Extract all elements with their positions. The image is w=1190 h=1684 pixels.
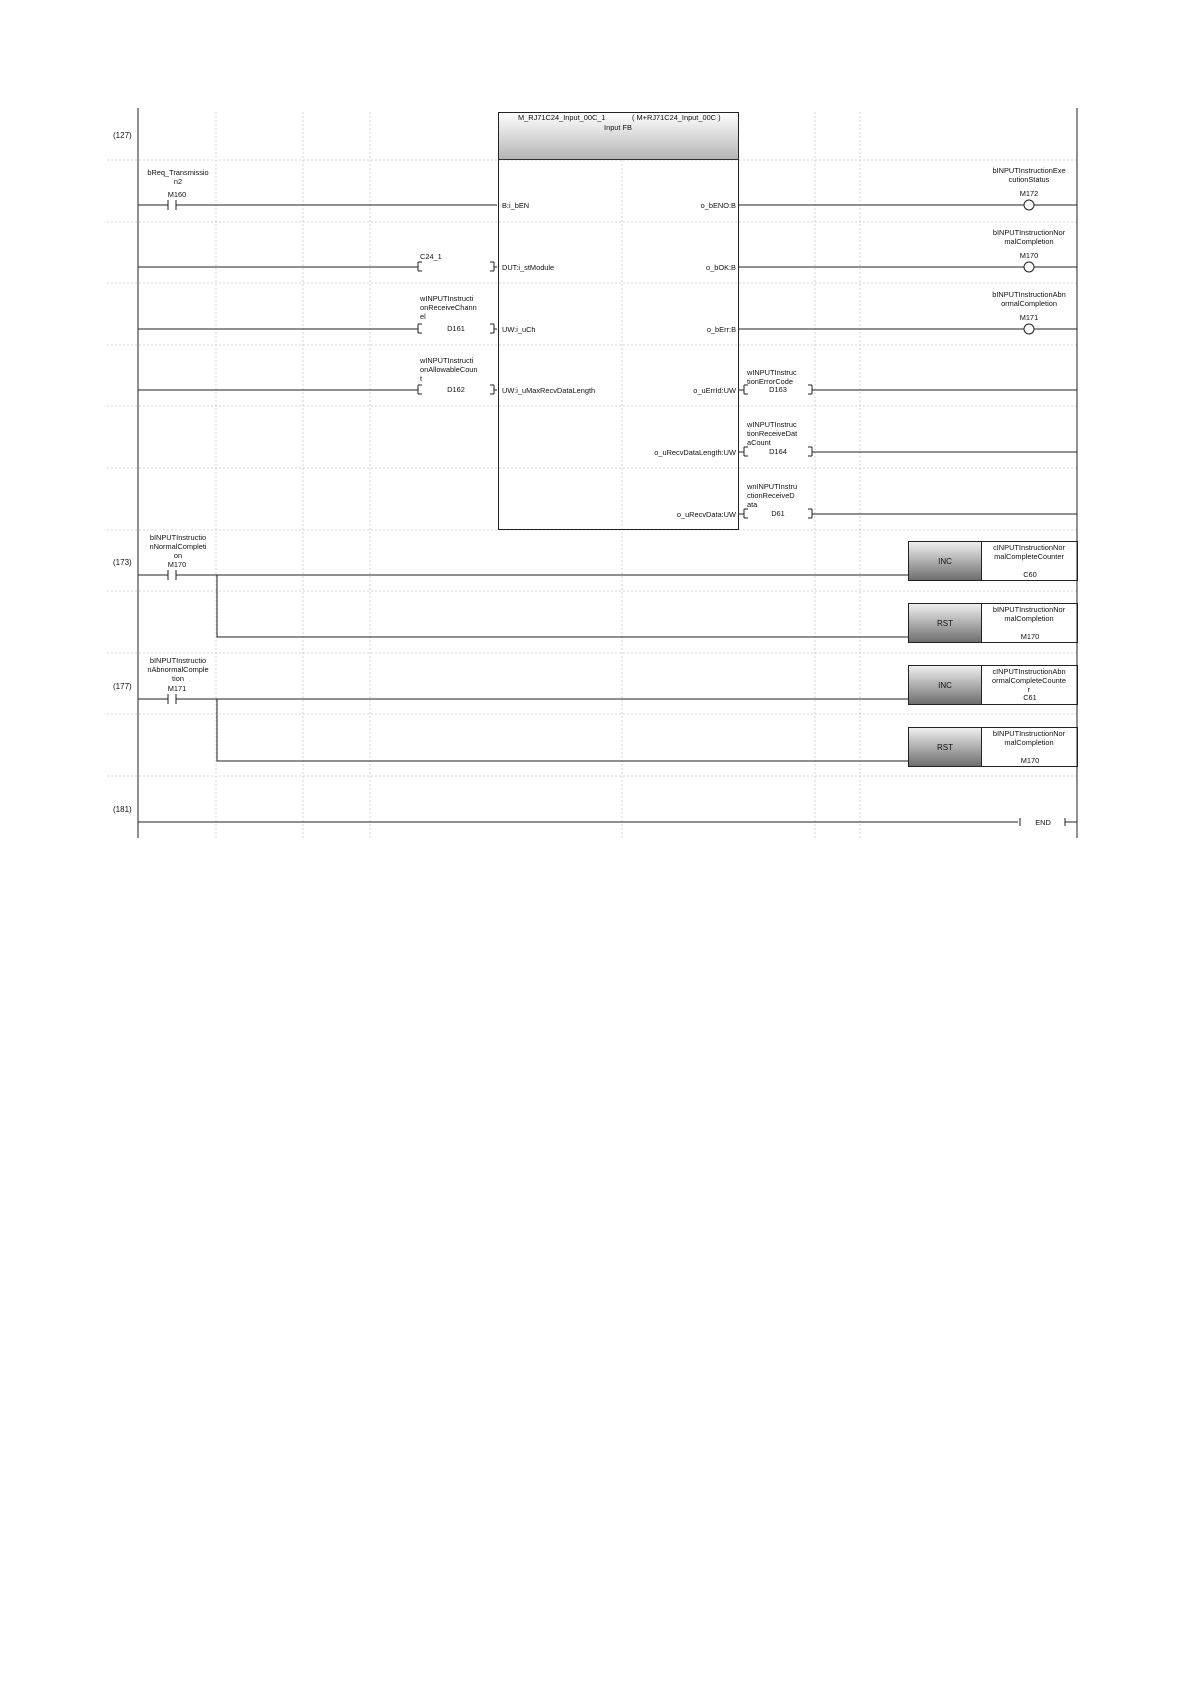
instruction-rst[interactable]: RST	[908, 727, 982, 767]
output-operand-label: wINPUTInstruc tionErrorCode	[747, 368, 797, 386]
instruction-rst[interactable]: RST	[908, 603, 982, 643]
step-number: (173)	[113, 558, 132, 567]
coil-device[interactable]: M171	[1019, 313, 1039, 322]
instruction-operand: cINPUTInstructionAbn ormalCompleteCounte r	[992, 667, 1066, 694]
step-number: (127)	[113, 131, 132, 140]
fb-output-pin: o_uRecvDataLength:UW	[654, 448, 736, 457]
fb-input-pin: DUT:i_stModule	[502, 263, 555, 272]
fb-output-pin: o_bOK:B	[706, 263, 736, 272]
contact-device[interactable]: M170	[167, 560, 187, 569]
output-operand-device[interactable]: D61	[771, 509, 785, 518]
fb-output-pin: o_uRecvData:UW	[676, 510, 736, 519]
fb-input-pin: UW:i_uCh	[502, 325, 536, 334]
coil-label: bINPUTInstructionAbn ormalCompletion	[992, 290, 1066, 308]
fb-output-pin: o_bENO:B	[700, 201, 736, 210]
coil-device[interactable]: M170	[1019, 251, 1039, 260]
coil-device[interactable]: M172	[1019, 189, 1039, 198]
input-operand-label: C24_1	[420, 252, 442, 261]
input-operand-label: wINPUTInstructi onAllowableCoun t	[420, 356, 478, 383]
output-operand-device[interactable]: D164	[769, 447, 787, 456]
output-operand-label: wnINPUTInstru ctionReceiveD ata	[747, 482, 798, 509]
instruction-inc[interactable]: INC	[908, 541, 982, 581]
fb-output-pin: o_bErr:B	[706, 325, 736, 334]
output-operand-label: wINPUTInstruc tionReceiveDat aCount	[747, 420, 798, 447]
instruction-device[interactable]: M170	[1020, 756, 1040, 765]
instruction-device[interactable]: C60	[1023, 570, 1037, 579]
instruction-operand: bINPUTInstructionNor malCompletion	[992, 729, 1066, 747]
input-operand-device[interactable]: D162	[447, 385, 465, 394]
end-instruction: END	[1035, 818, 1051, 827]
instruction-device[interactable]: C61	[1023, 693, 1037, 702]
coil-label: bINPUTInstructionNor malCompletion	[992, 228, 1066, 246]
step-number: (177)	[113, 682, 132, 691]
instruction-inc[interactable]: INC	[908, 665, 982, 705]
contact-label: bReq_Transmissio n2	[147, 168, 209, 186]
input-operand-device[interactable]: D161	[447, 324, 465, 333]
fb-input-pin: UW:i_uMaxRecvDataLength	[502, 386, 596, 395]
output-operand-device[interactable]: D163	[769, 385, 787, 394]
fb-type-name: ( M+RJ71C24_Input_00C )	[632, 113, 721, 122]
fb-output-pin: o_uErrId:UW	[693, 386, 736, 395]
contact-device[interactable]: M171	[167, 684, 187, 693]
instruction-operand: cINPUTInstructionNor malCompleteCounter	[993, 543, 1065, 561]
step-number: (181)	[113, 805, 132, 814]
function-block[interactable]	[498, 112, 739, 530]
contact-label: bINPUTInstructio nAbnormalComple tion	[147, 656, 209, 683]
instruction-operand: bINPUTInstructionNor malCompletion	[992, 605, 1066, 623]
fb-input-pin: B:i_bEN	[502, 201, 530, 210]
fb-subtitle: Input FB	[604, 123, 632, 132]
input-operand-label: wINPUTInstructi onReceiveChann el	[420, 294, 477, 321]
fb-instance-name: M_RJ71C24_Input_00C_1	[518, 113, 606, 122]
contact-device[interactable]: M160	[167, 190, 187, 199]
instruction-device[interactable]: M170	[1020, 632, 1040, 641]
coil-label: bINPUTInstructionExe cutionStatus	[992, 166, 1066, 184]
contact-label: bINPUTInstructio nNormalCompleti on	[149, 533, 207, 560]
